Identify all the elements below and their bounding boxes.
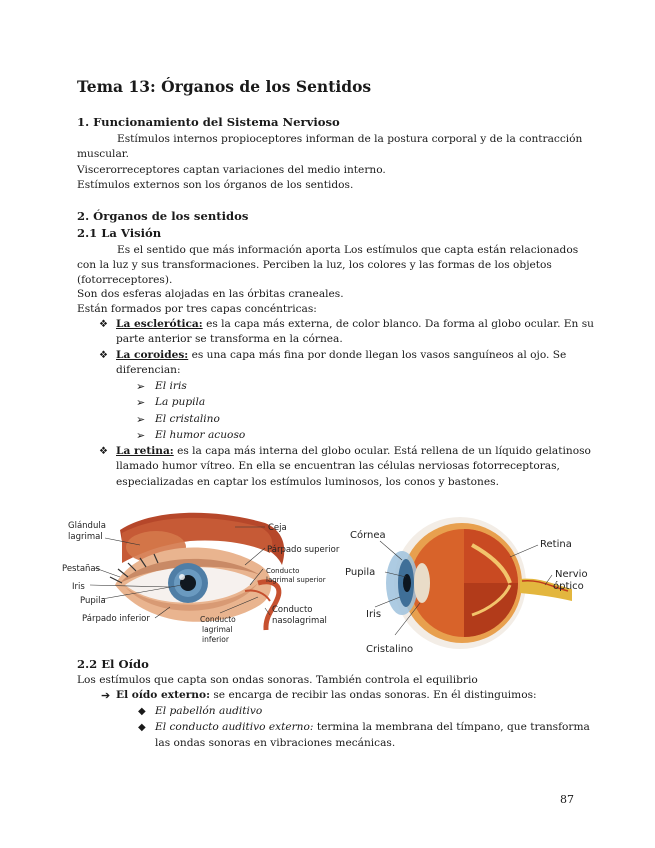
label-conducto-inf-b: lagrimal [202,625,233,634]
label-parpado-superior: Párpado superior [267,545,340,555]
label-nervio: Nervio [555,569,588,580]
oido-paragraph-1: Los estímulos que capta son ondas sonoras. También controla el equilibrio [77,674,478,686]
oido-externo-term: El oído externo: [116,689,210,701]
label-ceja: Ceja [268,523,287,533]
label-conducto-inf: Conducto [200,615,236,624]
conducto-auditivo-text-2: las ondas sonoras en vibraciones mecánicas. [155,737,396,749]
esclerotica-term: La esclerótica: [116,318,203,330]
label-parpado-inferior: Párpado inferior [82,614,150,624]
esclerotica-text: es la capa más externa, de color blanco. Da forma al globo ocular. En su [202,318,594,330]
retina-text-3: especializadas en captar los estímulos luminosos, los conos y bastones. [116,476,499,488]
eye-section-figure [340,505,590,660]
arrow-bullet-icon: ➢ [136,380,146,393]
s1-paragraph-3: Estímulos externos son los órganos de los sentidos. [77,179,354,191]
coroides-sub-item: El humor acuoso [155,429,246,441]
subsection-vision-heading: 2.1 La Visión [77,226,162,240]
label-retina: Retina [540,539,572,550]
esclerotica-text-2: parte anterior se transforma en la córnea. [116,333,343,345]
label-conducto-inf-c: inferior [202,635,229,644]
conducto-auditivo-item [155,720,590,736]
esclerotica-item [116,317,594,333]
arrow-bullet-icon: ➢ [136,413,146,426]
vision-paragraph-1b: con la luz y sus transformaciones. Perciben la luz, los colores y las formas de los objetos [77,259,552,271]
diamond-bullet-icon: ◆ [138,722,146,733]
label-optico: óptico [553,581,584,592]
page-title: Tema 13: Órganos de los Sentidos [77,77,372,96]
vision-paragraph-1a: Es el sentido que más información aporta Los estímulos que capta están relacionados [117,244,579,256]
retina-text: es la capa más interna del globo ocular. Está rellena de un líquido gelatinoso [173,445,591,457]
diamond-bullet-icon: ❖ [99,350,108,361]
coroides-sub-item: La pupila [155,396,206,408]
vision-paragraph-2: Son dos esferas alojadas en las órbitas craneales. [77,288,344,300]
conducto-auditivo-text: termina la membrana del tímpano, que transforma [313,721,590,733]
label-pupila-2: Pupila [345,567,376,578]
coroides-text: es una capa más fina por donde llegan los vasos sanguíneos al ojo. Se [188,349,567,361]
label-iris: Iris [72,582,85,592]
retina-item [116,444,591,460]
retina-term: La retina: [116,445,174,457]
label-glandula: Glándula [68,521,106,531]
oido-externo-text: se encarga de recibir las ondas sonoras. En él distinguimos: [210,689,537,701]
conducto-auditivo-term: El conducto auditivo externo: [155,721,314,733]
coroides-sub-item: El cristalino [155,413,220,425]
section-2-heading: 2. Órganos de los sentidos [77,209,249,223]
label-conducto-naso-b: nasolagrimal [272,616,327,626]
label-pestanas: Pestañas [62,564,101,574]
label-pupila: Pupila [80,596,106,606]
diamond-bullet-icon: ❖ [99,319,108,330]
eye-external-figure [60,505,350,655]
s1-paragraph-1b: muscular. [77,148,130,160]
pabellon-item: El pabellón auditivo [155,705,263,717]
diamond-bullet-icon: ❖ [99,446,108,457]
label-cristalino: Cristalino [366,644,414,655]
page-number: 87 [560,793,574,806]
label-conducto-sup: Conducto [266,567,300,575]
s1-paragraph-1a: Estímulos internos propioceptores informan de la postura corporal y de la contracción [117,133,583,145]
coroides-term: La coroides: [116,349,189,361]
oido-externo-item [116,688,537,704]
subsection-oido-heading: 2.2 El Oído [77,657,149,671]
arrow-right-icon: ➔ [101,689,111,702]
vision-paragraph-3: Están formados por tres capas concéntricas: [77,303,317,315]
label-conducto-sup-b: lagrimal superior [266,576,326,584]
label-lagrimal: lagrimal [68,532,103,542]
label-conducto-naso: Conducto [272,605,313,615]
retina-text-2: llamado humor vítreo. En ella se encuentran las células nerviosas fotorreceptoras, [116,460,560,472]
arrow-bullet-icon: ➢ [136,396,146,409]
coroides-text-2: diferencian: [116,364,181,376]
s1-paragraph-2: Viscerorreceptores captan variaciones del medio interno. [77,164,386,176]
diamond-bullet-icon: ◆ [138,706,146,717]
coroides-item [116,348,566,364]
arrow-bullet-icon: ➢ [136,429,146,442]
label-cornea: Córnea [350,530,386,541]
label-iris-2: Iris [366,609,382,620]
section-1-heading: 1. Funcionamiento del Sistema Nervioso [77,115,340,129]
vision-paragraph-1c: (fotorreceptores). [77,274,173,286]
coroides-sub-item: El iris [155,380,187,392]
